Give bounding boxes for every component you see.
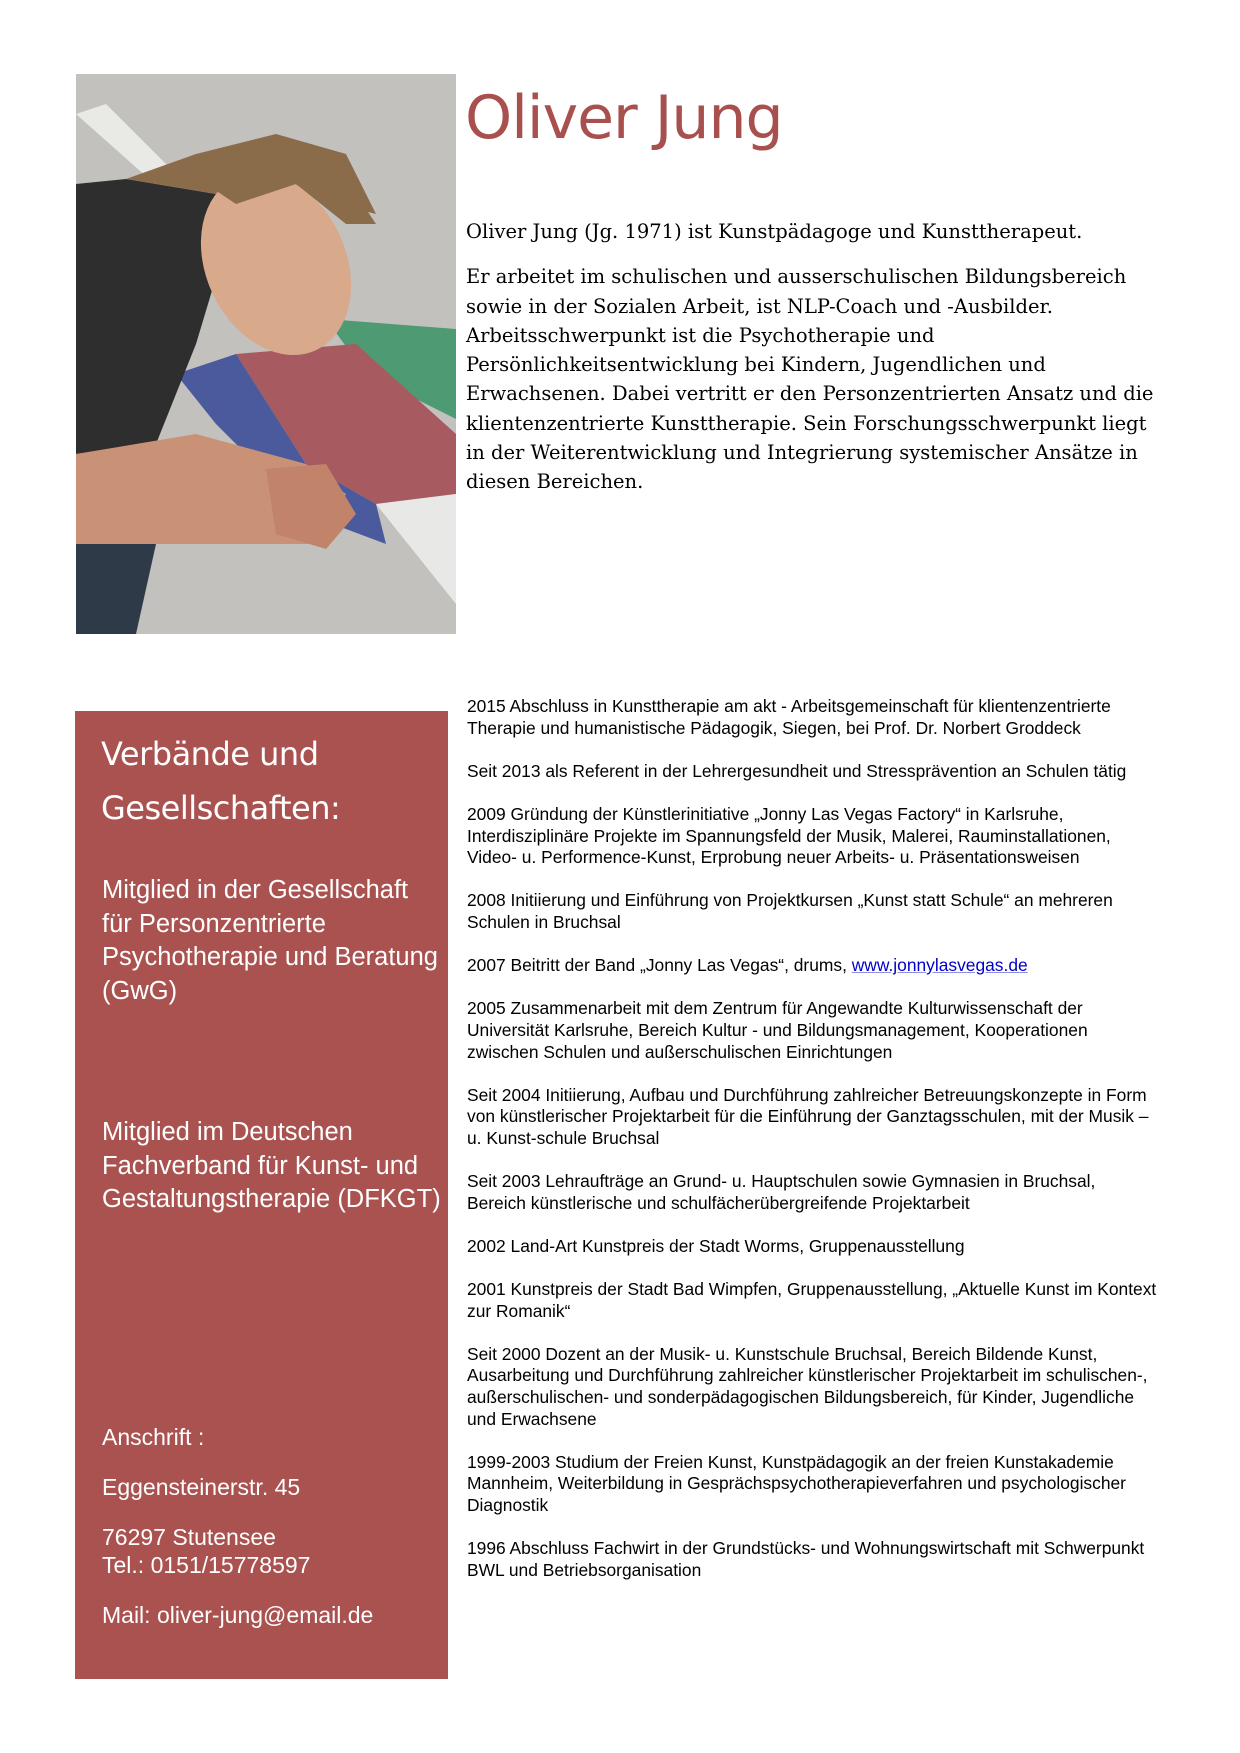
timeline-entry: 2002 Land-Art Kunstpreis der Stadt Worms, Gruppenausstellung — [467, 1235, 965, 1256]
memberships-heading-line1: Verbände und — [101, 735, 319, 773]
timeline-entry: Seit 2000 Dozent an der Musik- u. Kunstschule Bruchsal, Bereich Bildende Kunst, Ausarbeitung und Durchführung zahlreicher künstlerischer Projektarbeit im schulischen-, außerschulischen- und sonderpädagogischen Bildungsbereich, für Kinder, Jugendliche und Erwachsene — [467, 1343, 1148, 1429]
page-title: Oliver Jung — [465, 83, 783, 153]
timeline-entry: 1996 Abschluss Fachwirt in der Grundstücks- und Wohnungswirtschaft mit Schwerpunkt BWL und Betriebsorganisation — [467, 1538, 1145, 1580]
timeline-entry-band — [467, 955, 1157, 977]
address-label: Anschrift : — [102, 1424, 205, 1450]
membership-item: Mitglied in der Gesellschaft für Personzentrierte Psychotherapie und Beratung (GwG) — [102, 876, 438, 1005]
bio-lead: Oliver Jung (Jg. 1971) ist Kunstpädagoge und Kunsttherapeut. — [466, 220, 1083, 243]
timeline-entry: Seit 2013 als Referent in der Lehrergesundheit und Stressprävention an Schulen tätig — [467, 760, 1127, 781]
timeline-entry: 2008 Initiierung und Einführung von Projektkursen „Kunst statt Schule“ an mehreren Schulen in Bruchsal — [467, 890, 1113, 932]
timeline-entry: 1999-2003 Studium der Freien Kunst, Kunstpädagogik an der freien Kunstakademie Mannheim, Weiterbildung in Gesprächspsychotherapieverfahren und psychologischer Diagnostik — [467, 1451, 1126, 1515]
memberships-panel — [75, 711, 448, 1679]
address-city: 76297 Stutensee — [102, 1524, 276, 1550]
memberships-heading-line2: Gesellschaften: — [101, 789, 341, 827]
address-street: Eggensteinerstr. 45 — [102, 1474, 301, 1500]
timeline-entry: 2005 Zusammenarbeit mit dem Zentrum für Angewandte Kulturwissenschaft der Universität Karlsruhe, Bereich Kultur - und Bildungsmanagement, Kooperationen zwischen Schulen und außerschulischen Einrichtungen — [467, 998, 1088, 1062]
bio-section — [466, 217, 1166, 497]
cv-timeline — [467, 696, 1157, 1603]
contact-phone: Tel.: 0151/15778597 — [102, 1552, 311, 1578]
contact-email: Mail: oliver-jung@email.de — [102, 1602, 374, 1628]
portrait-photo — [76, 74, 456, 634]
timeline-entry: 2001 Kunstpreis der Stadt Bad Wimpfen, Gruppenausstellung, „Aktuelle Kunst im Kontext zur Romanik“ — [467, 1279, 1157, 1321]
membership-item: Mitglied im Deutschen Fachverband für Kunst- und Gestaltungstherapie (DFKGT) — [102, 1118, 441, 1213]
timeline-entry: Seit 2004 Initiierung, Aufbau und Durchführung zahlreicher Betreuungskonzepte in Form von künstlerischer Projektarbeit für die Einführung der Ganztagsschulen, mit der Musik – u. Kunst-schule Bruchsal — [467, 1084, 1149, 1148]
timeline-entry: 2015 Abschluss in Kunsttherapie am akt - Arbeitsgemeinschaft für klientenzentrierte Therapie und humanistische Pädagogik, Siegen, bei Prof. Dr. Norbert Groddeck — [467, 696, 1111, 738]
memberships-heading — [101, 727, 340, 835]
bio-body: Er arbeitet im schulischen und ausserschulischen Bildungsbereich sowie in der Sozialen Arbeit, ist NLP-Coach und -Ausbilder. Arbeitsschwerpunkt ist die Psychotherapie und Persönlichkeitsentwicklung bei Kindern, Jugendlichen und Erwachsenen. Dabei vertritt er den Personzentrierten Ansatz und die klientenzentrierte Kunsttherapie. Sein Forschungsschwerpunkt liegt in der Weiterentwicklung und Integrierung systemischer Ansätze in diesen Bereichen. — [466, 265, 1154, 494]
timeline-entry: Seit 2003 Lehraufträge an Grund- u. Hauptschulen sowie Gymnasien in Bruchsal, Bereich künstlerische und schulfächerübergreifende Projektarbeit — [467, 1171, 1096, 1213]
portrait-image — [76, 74, 456, 634]
band-website-link[interactable]: www.jonnylasvegas.de — [851, 955, 1028, 976]
band-entry-text: 2007 Beitritt der Band „Jonny Las Vegas“, drums, — [467, 955, 852, 976]
timeline-entry: 2009 Gründung der Künstlerinitiative „Jonny Las Vegas Factory“ in Karlsruhe, Interdisziplinäre Projekte im Spannungsfeld der Musik, Malerei, Rauminstallationen, Video- u. Performence-Kunst, Erprobung neuer Arbeits- u. Präsentationsweisen — [467, 803, 1111, 868]
